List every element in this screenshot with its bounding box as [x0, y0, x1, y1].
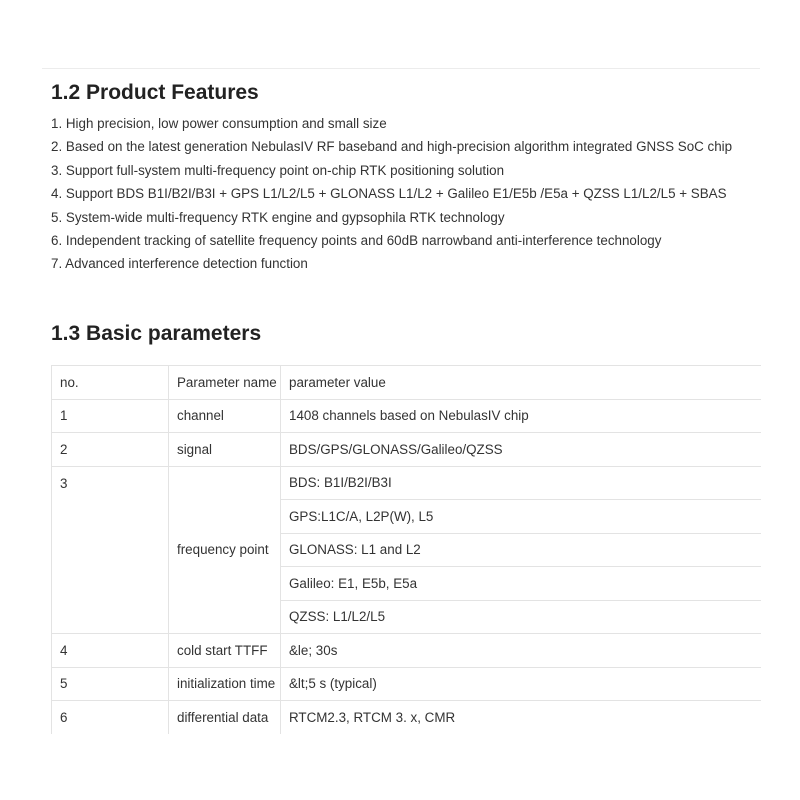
cell-parameter-name: signal — [169, 433, 281, 467]
cell-parameter-value: GPS:L1C/A, L2P(W), L5 — [281, 500, 762, 534]
header-parameter-name: Parameter name — [169, 366, 281, 400]
cell-no: 4 — [52, 634, 169, 668]
cell-no: 2 — [52, 433, 169, 467]
cell-parameter-value: &lt;5 s (typical) — [281, 667, 762, 701]
feature-item: 1. High precision, low power consumption and small size — [51, 116, 387, 131]
feature-item: 2. Based on the latest generation NebulasIV RF baseband and high-precision algorithm integrated GNSS SoC chip — [51, 139, 733, 155]
cell-parameter-name: initialization time — [169, 667, 281, 701]
basic-parameters-heading: 1.3 Basic parameters — [51, 322, 262, 345]
product-features-list — [51, 112, 756, 276]
table-row — [52, 466, 762, 500]
cell-parameter-value: &le; 30s — [281, 634, 762, 668]
cell-parameter-value: BDS/GPS/GLONASS/Galileo/QZSS — [281, 433, 762, 467]
cell-parameter-name: cold start TTFF — [169, 634, 281, 668]
table-row — [52, 399, 762, 433]
top-divider — [42, 68, 760, 69]
table-header-row — [52, 366, 762, 400]
table-row — [52, 634, 762, 668]
product-features-heading: 1.2 Product Features — [51, 81, 259, 104]
cell-parameter-value: QZSS: L1/L2/L5 — [281, 600, 762, 634]
feature-item: 5. System-wide multi-frequency RTK engine and gypsophila RTK technology — [51, 209, 505, 225]
cell-parameter-value: RTCM2.3, RTCM 3. x, CMR — [281, 701, 762, 734]
cell-parameter-value: 1408 channels based on NebulasIV chip — [281, 399, 762, 433]
header-parameter-value: parameter value — [281, 366, 762, 400]
feature-item: 7. Advanced interference detection function — [51, 256, 308, 272]
feature-item: 6. Independent tracking of satellite frequency points and 60dB narrowband anti-interference technology — [51, 233, 662, 249]
feature-item: 3. Support full-system multi-frequency point on-chip RTK positioning solution — [51, 162, 505, 178]
cell-parameter-name: channel — [169, 399, 281, 433]
cell-no: 3 — [52, 466, 169, 634]
cell-no: 5 — [52, 667, 169, 701]
cell-parameter-value: GLONASS: L1 and L2 — [281, 533, 762, 567]
feature-item: 4. Support BDS B1I/B2I/B3I + GPS L1/L2/L5 + GLONASS L1/L2 + Galileo E1/E5b /E5a + QZSS L1/L2/L5 + SBAS — [51, 186, 727, 202]
table-row — [52, 433, 762, 467]
cell-parameter-name: frequency point — [169, 466, 281, 634]
cell-no: 6 — [52, 701, 169, 734]
table-row — [52, 667, 762, 701]
table-row — [52, 701, 762, 734]
cell-parameter-value: BDS: B1I/B2I/B3I — [281, 466, 762, 500]
cell-parameter-name: differential data — [169, 701, 281, 734]
cell-no: 1 — [52, 399, 169, 433]
basic-parameters-table — [51, 365, 761, 734]
header-no: no. — [52, 366, 169, 400]
cell-parameter-value: Galileo: E1, E5b, E5a — [281, 567, 762, 601]
